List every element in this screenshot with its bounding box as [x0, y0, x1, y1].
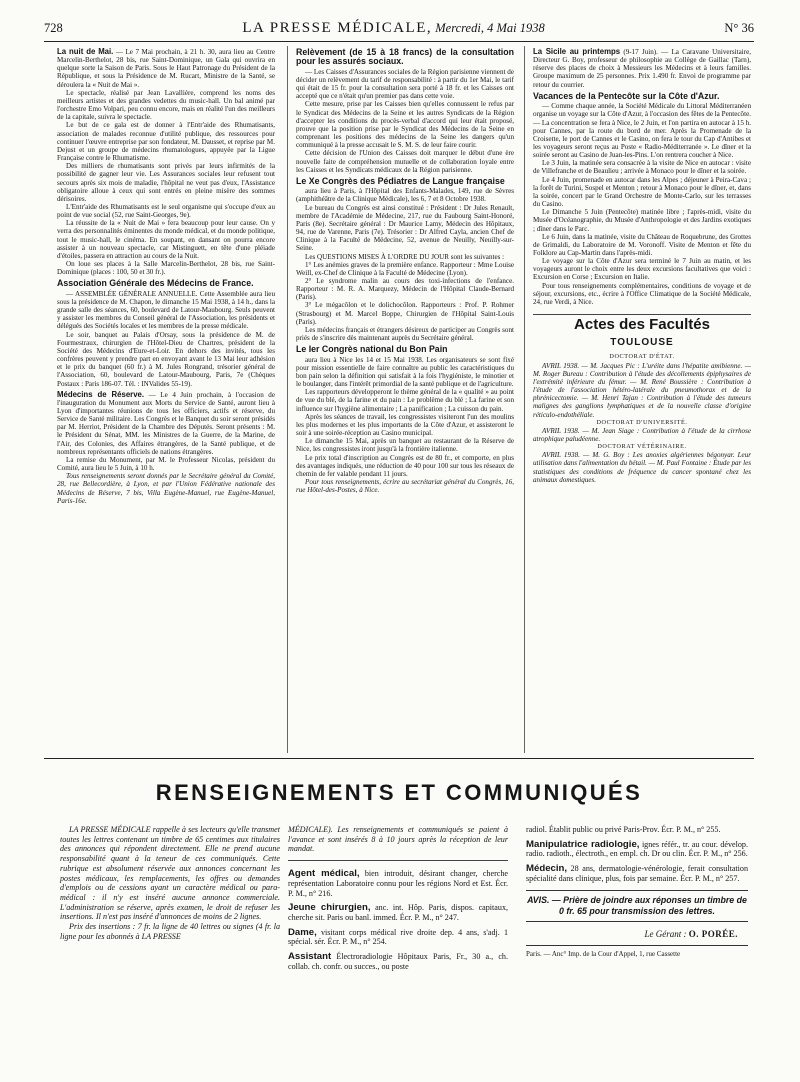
classified-ad: Agent médical, bien introduit, désirant changer, cherche représentation Laboratoire connu pour les régions Nord et Est. Écr. P. M., n° 216.: [288, 868, 508, 898]
section-rule: [533, 314, 751, 315]
classified-ad: Manipulatrice radiologie, ignes référ., tr. au cour. dévelop. radio. radioth., électroth., en empl. ch. Dr ou clin. Écr. P. M., n° 256.: [526, 838, 748, 859]
notice-paragraph: Prix des insertions : 7 fr. la ligne de 40 lettres ou signes (4 fr. la ligne pour les abonnés à LA PRESSE: [60, 922, 280, 941]
classified-ad: Médecin, 28 ans, dermatologie-vénérologie, ferait consultation spécialité dans clinique, plus, fois par semaine. Écr. P. M., n° 257.: [526, 863, 748, 883]
paragraph: Le dimanche 15 Mai, après un banquet au restaurant de la Réserve de Nice, les congressistes iront jusqu'à la frontière italienne.: [296, 437, 514, 454]
paragraph: La remise du Monument, par M. le Professeur Nicolas, président du Comité, aura lieu le 5 Juin, à 10 h.: [57, 455, 275, 473]
paragraph: Le prix total d'inscription au Congrès est de 80 fr., et comporte, en plus des avantages indiqués, une réduction de 40 pour 100 sur tous les réseaux de chemin de fer valable pendant 11 jours.: [296, 453, 514, 478]
paragraph: — Le 7 Mai prochain, à 21 h. 30, aura lieu au Centre Marcelin-Berthelot, 28 bis, rue Saint-Dominique, un Gala qui ouvrira en quelque sorte la Saison de Paris. Sous le Haut Patronage du Président de la République, et sous la Présidence de M. Rucart, Ministre de la Santé, se déroulera la « Nuit de Mai ».: [57, 48, 275, 89]
paragraph: Le soir, banquet au Palais d'Orsay, sous la présidence de M. de Fourmestraux, chirurgien de l'Hôtel-Dieu de Chartres, président de la Société des Médecins d'Eure-et-Loir. En dehors des invités, tous les confrères peuvent y prendre part en envoyant avant le 13 Mai leur adhésion et le prix du banquet (60 fr.) à M. Jules Rongrand, trésorier général de l'Association, 60, boulevard de Latour-Maubourg, Paris, 7e (Chèques Postaux : Paris 186-07. Tél. : INValides 55-19).: [57, 330, 275, 388]
notice-paragraph: LA PRESSE MÉDICALE rappelle à ses lecteurs qu'elle transmet toutes les lettres contenant un timbre de 65 centimes aux titulaires des annonces qui répondent directement. Elle ne prend aucune responsabilité quant à la teneur de ces communiqués. Cette rubrique est absolument réservée aux annonces concernant les postes médicaux, les remplacements, les offres ou demandes d'emplois ou de cessions ayant un caractère médical ou para-médical : il n'y est inséré aucune annonce commerciale. L'administration se réserve, après examen, le droit de refuser les insertions. Il n'est pas inséré d'annonces de moins de 2 lignes.: [60, 825, 280, 922]
classified-ad: Jeune chirurgien, anc. int. Hôp. Paris, dispos. capitaux, cherche sit. Paris ou banl. immed. Écr. P. M., n° 247.: [288, 902, 509, 922]
issue-number: N° 36: [724, 21, 754, 35]
heading-sicile: La Sicile au printemps: [533, 48, 621, 56]
paragraph: Les médecins français et étrangers désireux de participer au Congrès sont priés de s'inscrire dès maintenant auprès du Secrétaire général.: [296, 325, 514, 343]
column-1: [57, 48, 275, 753]
paragraph: Cette décision de l'Union des Caisses doit marquer le début d'une ère nouvelle faite de compréhension mutuelle et de collaboration loyale entre les Caisses et les Syndicats médicaux de la Région parisienne.: [296, 149, 514, 174]
classified-ad: Assistant Électroradiologie Hôpitaux Paris, Fr., 30 a., ch. collab. ch. confr. ou succes., ou poste: [288, 951, 508, 971]
paragraph: aura lieu à Nice les 14 et 15 Mai 1938. Les organisateurs se sont fixé pour mission essentielle de faire connaître au public les caractéristiques du bon pain selon la définition qui satisfait à la fois l'hygiéniste, le minotier et le boulanger, dans l'intérêt primordial de la santé publique et de l'agriculture.: [296, 355, 514, 389]
classified-ad: radiol. Établit public ou privé Paris-Prov. Écr. P. M., n° 255.: [526, 825, 721, 834]
subheading-doctorat-etat: DOCTORAT D'ÉTAT.: [609, 353, 675, 361]
heading-nuit-de-mai: La nuit de Mai.: [57, 48, 114, 56]
paragraph: Le but de ce gala est de donner à l'Entr'aide des Rhumatisants, association de malades reconnue d'utilité publique, des ressources pour continuer l'œuvre entreprise par son fondateur, M. Dausset, et reprise par M. Dejust et un groupe de médecins rhumatologues, appuyée par la Ligue Française contre le Rhumatisme.: [57, 121, 275, 163]
heading-pentecote: Vacances de la Pentecôte sur la Côte d'Azur.: [533, 90, 720, 101]
page-header: [44, 20, 754, 36]
paragraph: Les QUESTIONS MISES À L'ORDRE DU JOUR sont les suivantes :: [305, 252, 505, 261]
heading-congres-pediatres: Le Xe Congrès des Pédiatres de Langue française: [296, 175, 505, 186]
paragraph: AVRIL 1938. — M. Jacques Pic : L'uréite dans l'hépatite amibienne. — M. Roger Bureau : Contribution à l'étude des décollements épiphysaires de l'extrémité inférieure du fémur. — M. René Boussière : Contribution à l'étude de l'association hétéro-latérale du pneumothorax et de la phrénicectomie. — M. Henri Tajan : Contribution à l'étude des tumeurs malignes des ganglions lymphatiques et de la nouvelle classe d'origine réticulo-endothéliale.: [533, 361, 751, 419]
paragraph: Le bureau du Congrès est ainsi constitué : Président : Dr Jules Renault, membre de l'Académie de Médecine, 217, rue du Faubourg Saint-Honoré, Paris (8e). Secrétaire général : Dr Maurice Lamy, Médecin des Hôpitaux, 94, rue de Varenne, Paris (7e). Trésorier : Dr Alfred Cayla, ancien Chef de Clinique à la Faculté de Médecine, 52, avenue de Neuilly, Neuilly-sur-Seine.: [296, 203, 514, 253]
bottom-column-1: [60, 825, 280, 941]
heading-relevement: Relèvement (de 15 à 18 francs) de la consultation pour les assurés sociaux.: [296, 48, 514, 67]
avis-notice: AVIS. — Prière de joindre aux réponses un timbre de 0 fr. 65 pour transmission des lettres.: [526, 890, 748, 922]
paragraph: L'Entr'aide des Rhumatisants est le seul organisme qui s'occupe d'eux au point de vue social (52, rue Saint-Georges, 9e).: [57, 202, 275, 220]
section-rule: [288, 860, 508, 861]
paragraph: 1° Les anémies graves de la première enfance. Rapporteur : Mme Louise Weill, ex-Chef de Clinique à la Faculté de Médecine (Lyon).: [296, 260, 514, 277]
heading-renseignements: RENSEIGNEMENTS ET COMMUNIQUÉS: [155, 780, 643, 805]
paragraph: On loue ses places à la Salle Marcelin-Berthelot, 28 bis, rue Saint-Dominique (places : 100, 50 et 30 fr.).: [57, 260, 275, 277]
issue-date: Mercredi, 4 Mai 1938: [435, 21, 545, 35]
heading-medecins-reserve: Médecins de Réserve.: [57, 389, 145, 399]
paragraph: (9-17 Juin). — La Caravane Universitaire, Directeur G. Boy, professeur de philosophie au Collège de Gaillac (Tarn), réserve des places de choix à Messieurs les Médecins et à leurs familles. Groupe maximum de 25 personnes. Prix 1.490 fr. Envoi de programme par retour du courrier.: [533, 48, 751, 89]
subheading-doctorat-universite: DOCTORAT D'UNIVERSITÉ.: [596, 418, 688, 426]
heading-toulouse: TOULOUSE: [610, 337, 674, 349]
subheading-doctorat-veterinaire: DOCTORAT VÉTÉRINAIRE.: [597, 443, 687, 451]
header-rule: [44, 41, 754, 42]
column-divider: [287, 46, 288, 753]
heading-association: Association Générale des Médecins de France.: [57, 278, 254, 289]
section-rule: [44, 758, 754, 759]
paragraph: Les rapporteurs développeront le thème général de la « qualité » au point de vue du blé, de la farine et du pain : Le problème du blé ; La farine et son influence sur l'hygiène alimentaire ; La panification ; La cuisson du pain.: [296, 388, 514, 413]
gerant-name: O. PORÉE.: [688, 928, 738, 939]
classified-ad: Dame, visitant corps médical rive droite dep. 4 ans, s'adj. 1 spécial. sér. Écr. P. M., n° 254.: [288, 926, 508, 947]
paragraph: AVRIL 1938. — M. Jean Siage : Contribution à l'étude de la cirrhose atrophique paludéenne.: [533, 426, 751, 443]
paragraph: — Les Caisses d'Assurances sociales de la Région parisienne viennent de décider un relèvement du tarif de responsabilité : à partir du 1er Mai, le tarif qui était de 15 fr. pour la consultation sera porté à 18 fr. et les Caisses ont accepté que ce n'était qu'un premier pas dans cette voie.: [296, 67, 514, 101]
paragraph: — ASSEMBLÉE GÉNÉRALE ANNUELLE. Cette Assemblée aura lieu sous la présidence de M. Chapon, le dimanche 15 Mai 1938, à 14 h., dans la grande salle des séances, 60, boulevard de Latour-Maubourg. Seuls peuvent y assister les membres du Conseil général de l'Association, les présidents et délégués des Sociétés locales et les membres de la presse médicale.: [57, 289, 275, 331]
column-divider: [524, 46, 525, 753]
paragraph: aura lieu à Paris, à l'Hôpital des Enfants-Malades, 149, rue de Sèvres (amphithéâtre de la Clinique Médicale), les 6, 7 et 8 Octobre 1938.: [296, 187, 514, 204]
paragraph: 3° Le mégacôlon et le dolichocôlon. Rapporteurs : Prof. P. Rohmer (Strasbourg) et M. Marcel Boppe, Chirurgien de l'Hôpital Saint-Louis (Paris).: [296, 301, 514, 326]
paragraph: Cette mesure, prise par les Caisses bien qu'elles connussent le refus par le Syndicat des Médecins de la Seine et les autres Syndicats de la Région d'accepter les conditions du procès-verbal d'accord qui leur était proposé, prouve que la position prise par le Syndicat des Médecins de la Seine en comprenant les positions des médecins de la Seine les dangers qu'un communiqué à la presse accusait le S. M. S. de leur faire courir.: [296, 100, 514, 150]
paragraph: Le 3 Juin, la matinée sera consacrée à la visite de Nice en autocar : visite de Villefranche et de Beaulieu ; arrivée à Monaco pour le dîner et la soirée.: [533, 159, 751, 176]
notice-paragraph: MÉDICALE). Les renseignements et communiqués se paient à l'avance et sont insérés 8 à 10 jours après la réception de leur mandat.: [288, 825, 508, 854]
heading-bon-pain: Le Ier Congrès national du Bon Pain: [296, 344, 448, 355]
paragraph: Le 4 Juin, promenade en autocar dans les Alpes ; déjeuner à Peira-Cava ; la forêt de Turini, Sospel et Menton ; retour à Monaco pour le dîner, et, dans la soirée, concert par le Grand Orchestre de Monte-Carlo, sur les terrasses du Casino.: [533, 175, 751, 209]
paragraph: Le Dimanche 5 Juin (Pentecôte) matinée libre ; l'après-midi, visite du Musée d'Océanographie, du Musée d'Anthropologie et des Jardins exotiques ; dîner dans le Parc.: [533, 208, 751, 233]
paragraph: 2° Le syndrome malin au cours des toxi-infections de l'enfance. Rapporteur : M. R. A. Marquezy, Médecin de l'Hôpital Claude-Bernard (Paris).: [296, 276, 514, 302]
paragraph: AVRIL 1938. — M. G. Boy : Les anoxies algériennes bégonyar. Leur utilisation dans l'alimentation du bétail. — M. Paul Fontaine : Étude par les statistiques des conditions de fréquence du cancer spontané chez les animaux domestiques.: [533, 451, 751, 484]
printer-imprint: Paris. — Anc° Imp. de la Cour d'Appel, 1, rue Cassette: [526, 945, 748, 960]
paragraph: Pour tous renseignements, écrire au secrétariat général du Congrès, 16, rue Hôtel-des-Postes, à Nice.: [296, 477, 514, 495]
column-3: [533, 48, 751, 753]
paragraph: Le voyage sur la Côte d'Azur sera terminé le 7 Juin au matin, et les voyageurs auront le choix entre les deux excursions facultatives que voici : Excursion en Corse ; Excursion en Italie.: [533, 257, 751, 282]
bottom-column-3: [526, 825, 748, 960]
gerant-line: Le Gérant : O. PORÉE.: [644, 928, 738, 939]
column-2: [296, 48, 514, 753]
bottom-column-2: [288, 825, 508, 971]
paragraph: Après les séances de travail, les congressistes visiteront l'un des moulins les plus modernes et les plus importants de la Côte d'Azur, et assisteront le soir à une soirée-réception au Casino municipal.: [296, 412, 514, 438]
paragraph: Des milliers de rhumatisants sont privés par leurs infirmités de la possibilité de gagner leur vie. Les Assurances sociales leur refusent tout secours après six mois de maladie, l'hôpital ne veut pas d'eux, l'Assistance obligatoire alloue à ceux qui sont entrés en pleine misère des sommes dérisoires.: [57, 162, 275, 203]
journal-title: LA PRESSE MÉDICALE,: [242, 20, 433, 36]
heading-actes-facultes: Actes des Facultés: [574, 316, 710, 334]
paragraph: Pour tous renseignements complémentaires, conditions de voyage et de séjour, excursions, etc., écrire à l'Office Climatique de la Société Médicale, 24, rue Verdi, à Nice.: [533, 281, 751, 306]
paragraph: Tous renseignements seront donnés par le Secrétaire général du Comité, 28, rue Bellecordière, à Lyon, et par l'Union Fédérative nationale des Médecins de Réserve, 7 bis, Villa Eugène-Manuel, rue Eugène-Manuel, Paris-16e.: [57, 472, 275, 505]
paragraph: Le 6 Juin, dans la matinée, visite du Château de Roquebrune, des Grottes de Grimaldi, du Laboratoire de M. Voronoff. Visite de Menton et fête du Folklore au Cap-Martin dans l'après-midi.: [533, 232, 751, 257]
paragraph: — Comme chaque année, la Société Médicale du Littoral Méditerranéen organise un voyage sur la Côte d'Azur, à l'occasion des fêtes de la Pentecôte. — La concentration se fera à Nice, le 2 Juin, et l'on partira en autocar à 15 h. pour Cannes, par la route du bord de mer. Après la Promenade de la Croisette, le port de Cannes et le Casino, on fera le tour du Cap d'Antibes et les voyageurs seront reçus au Poste « Radio-Méditerranée ». Le dîner et la soirée seront au Casino de Juan-les-Pins. L'on rentrera coucher à Nice.: [533, 102, 751, 160]
paragraph: La réussite de la « Nuit de Mai » fera beaucoup pour leur cause. On y verra des personnalités éminentes du monde médical, et du monde politique, tout le music-hall, le cinéma. En soupant, en dansant on pourra encore assister à un nouveau spectacle, car Mistinguett, en tête d'une pléiade d'étoiles, passera en attraction au cours de la Nuit.: [57, 219, 275, 260]
paragraph: Le spectacle, réalisé par Jean Lavallière, comprend les noms des meilleurs artistes et des grandes vedettes du music-hall. Un bal animé par l'orchestre Emo Volpari, peu connu encore, mais en réalité l'un des meilleurs de la capitale, suivra le spectacle.: [57, 88, 275, 122]
paragraph: — Le 4 Juin prochain, à l'occasion de l'inauguration du Monument aux Morts du Service de Santé, auront lieu à Lyon d'importantes réunions de tous les officiers, actifs et réserve, du Service de Santé militaire. Les Congrès et le Banquet du soir seront présidés par M. Herriot, Président de la Chambre des Députés. Seront présents : M. le Président du Sénat, MM. les Ministres de la Guerre, de la Marine, de l'Air, des Colonies, des Affaires étrangères, de la Santé publique, et de nombreux représentants officiels de nations étrangères.: [57, 390, 275, 456]
page-number: 728: [44, 21, 63, 35]
